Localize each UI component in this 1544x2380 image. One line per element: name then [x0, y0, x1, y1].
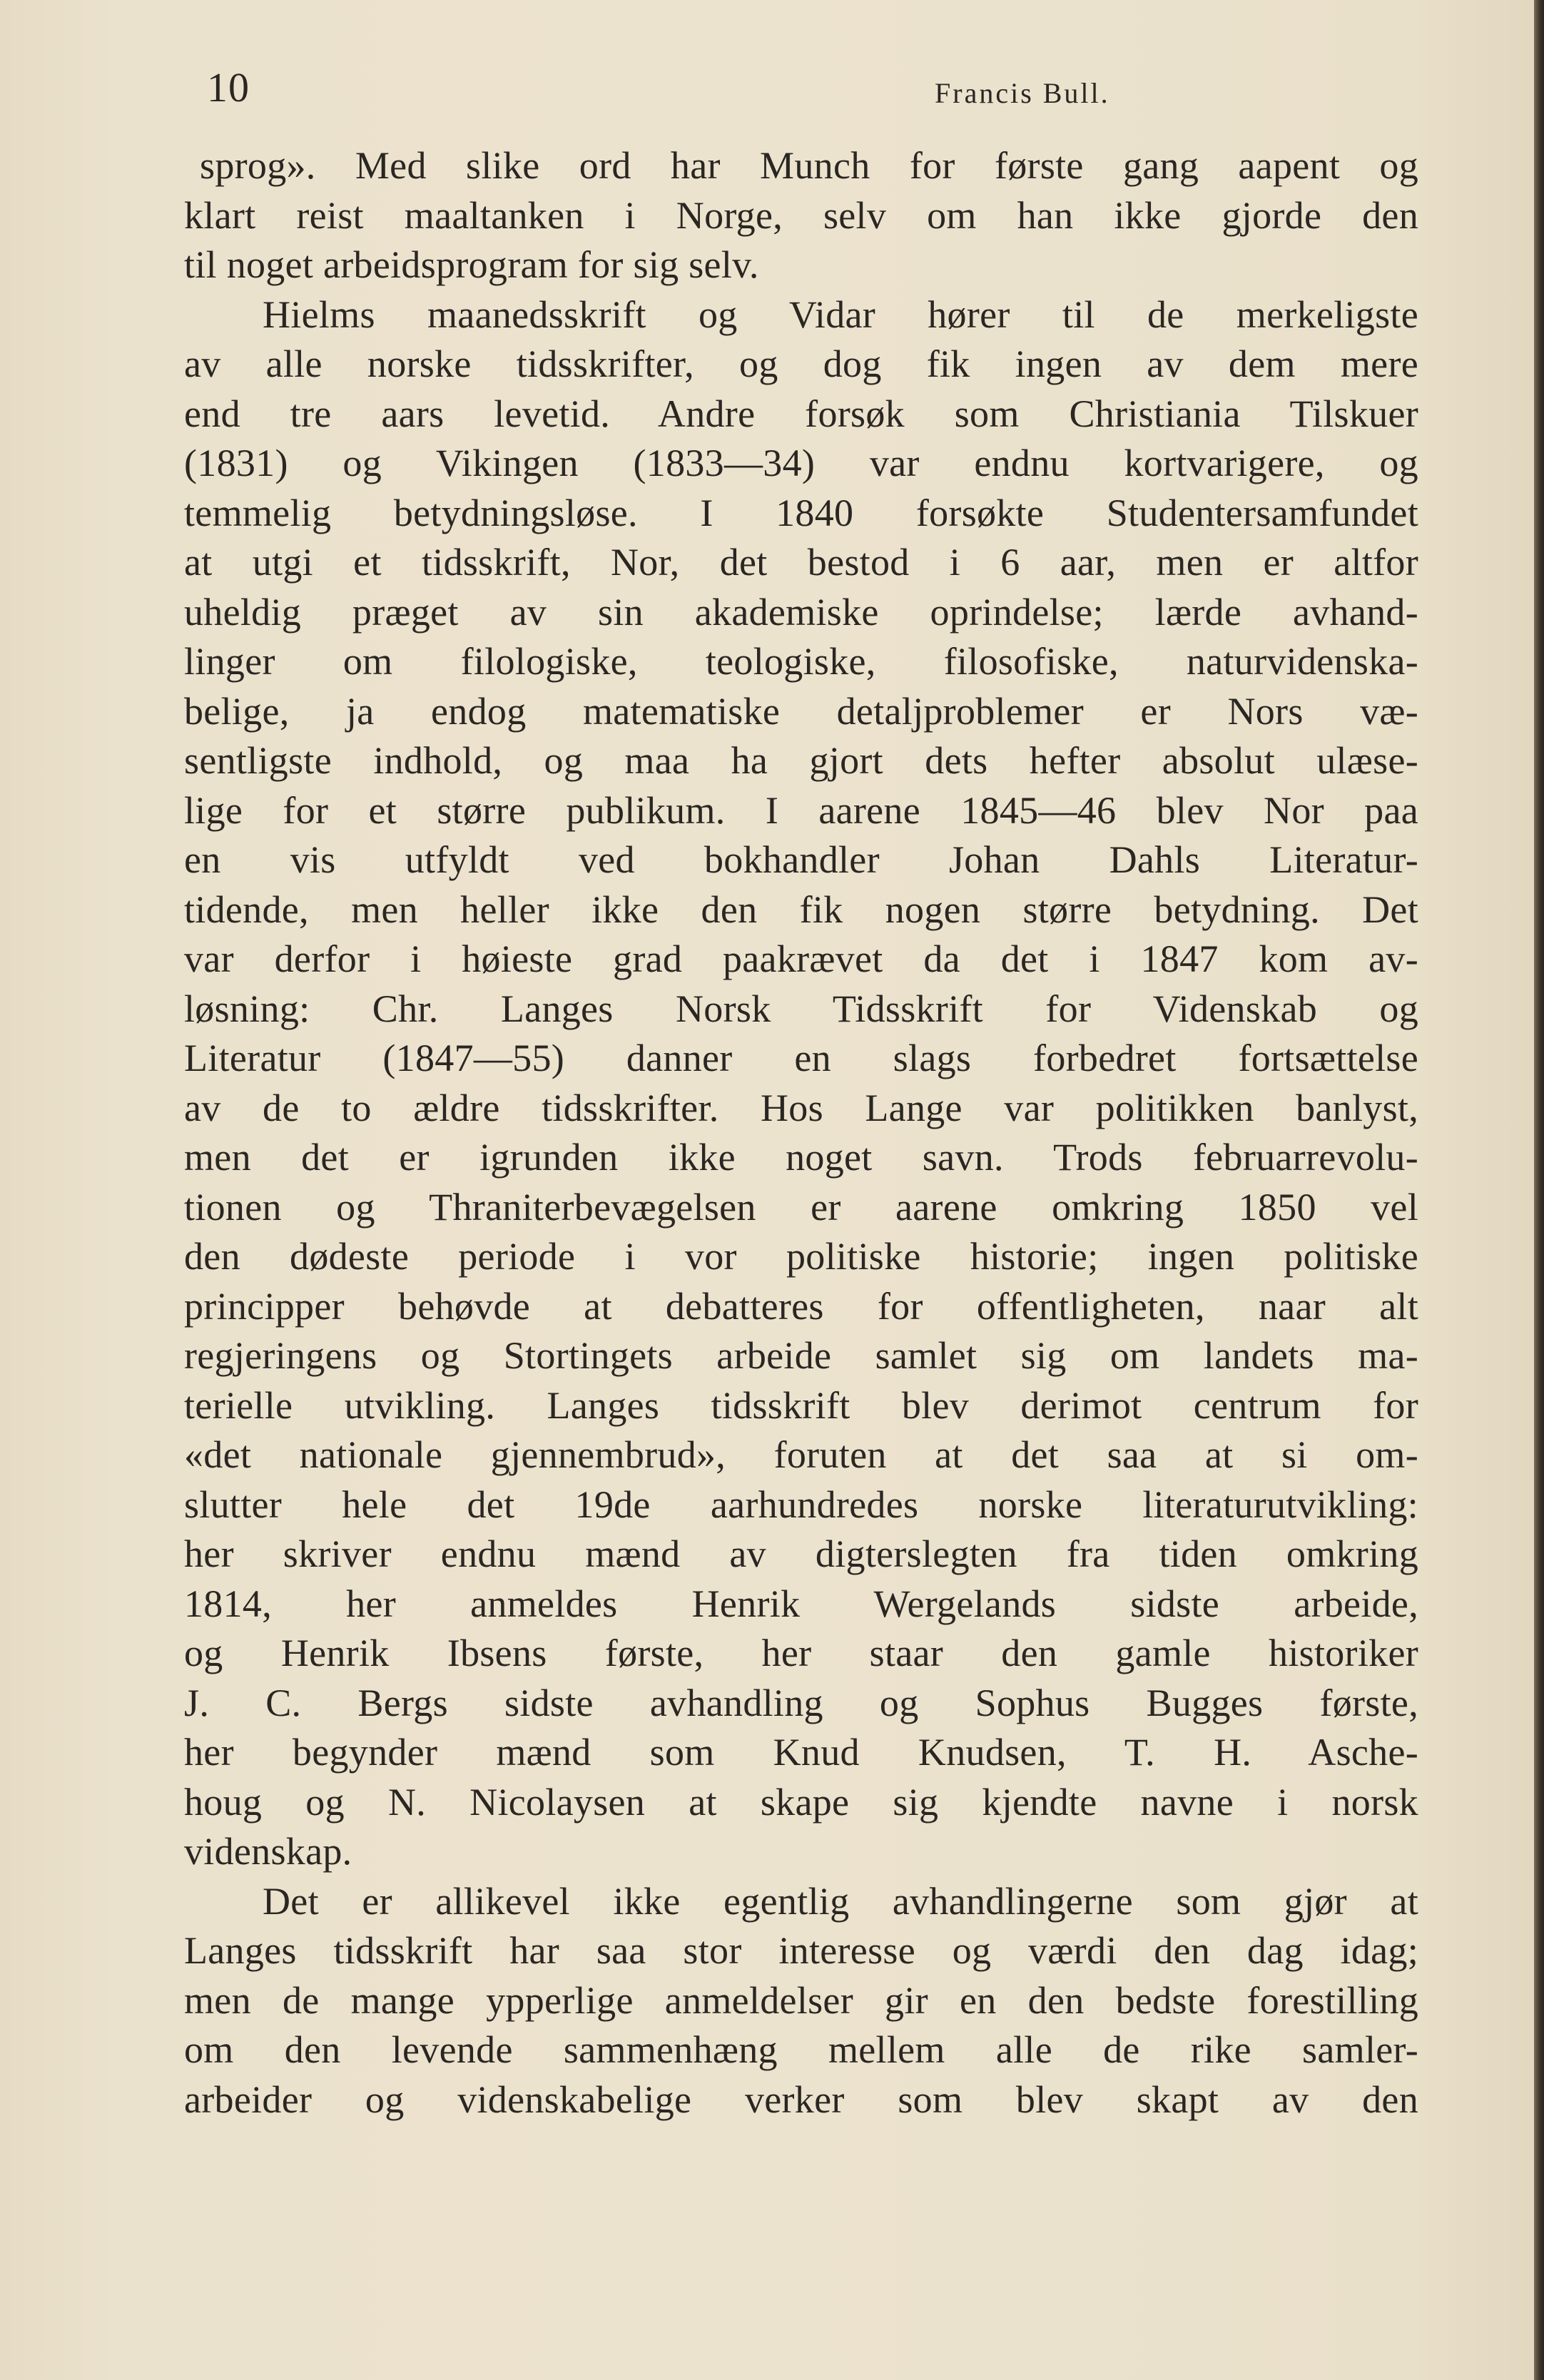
text-line: om den levende sammenhæng mellem alle de rike samler- [184, 2028, 1418, 2071]
text-line: J. C. Bergs sidste avhandling og Sophus Bugges første, [184, 1681, 1418, 1724]
text-line: men det er igrunden ikke noget savn. Trods februarrevolu- [184, 1136, 1418, 1179]
text-line: principper behøvde at debatteres for offentligheten, naar alt [184, 1284, 1418, 1328]
text-line: lige for et større publikum. I aarene 1845—46 blev Nor paa [184, 788, 1418, 832]
text-line: men de mange ypperlige anmeldelser gir en den bedste forestilling [184, 1978, 1418, 2022]
text-line: sentligste indhold, og maa ha gjort dets hefter absolut ulæse- [184, 739, 1418, 782]
text-line: houg og N. Nicolaysen at skape sig kjendte navne i norsk [184, 1780, 1418, 1824]
text-line: en vis utfyldt ved bokhandler Johan Dahls Literatur- [184, 838, 1418, 881]
text-line: av de to ældre tidsskrifter. Hos Lange var politikken banlyst, [184, 1086, 1418, 1129]
text-line: at utgi et tidsskrift, Nor, det bestod i 6 aar, men er altfor [184, 541, 1418, 584]
page-header [207, 56, 1413, 120]
text-line: «det nationale gjennembrud», foruten at det saa at si om- [184, 1433, 1418, 1476]
page-number: 10 [207, 64, 250, 111]
text-line: temmelig betydningsløse. I 1840 forsøkte Studentersamfundet [184, 491, 1418, 534]
text-line: terielle utvikling. Langes tidsskrift blev derimot centrum for [184, 1383, 1418, 1427]
text-line: klart reist maaltanken i Norge, selv om han ikke gjorde den [184, 193, 1418, 237]
text-line: regjeringens og Stortingets arbeide samlet sig om landets ma- [184, 1334, 1418, 1377]
text-line: her begynder mænd som Knud Knudsen, T. H. Asche- [184, 1731, 1418, 1774]
text-line: var derfor i høieste grad paakrævet da det i 1847 kom av- [184, 937, 1418, 980]
text-line: Langes tidsskrift har saa stor interesse og værdi den dag idag; [184, 1929, 1418, 1972]
text-line: 1814, her anmeldes Henrik Wergelands sidste arbeide, [184, 1582, 1418, 1625]
text-line: videnskap. [184, 1830, 352, 1873]
text-line: til noget arbeidsprogram for sig selv. [184, 243, 759, 286]
page-edge-shadow [1534, 0, 1544, 2380]
body-text [184, 141, 1418, 2125]
text-line: og Henrik Ibsens første, her staar den gamle historiker [184, 1632, 1418, 1674]
text-line: løsning: Chr. Langes Norsk Tidsskrift for Videnskab og [184, 987, 1418, 1030]
text-line: linger om filologiske, teologiske, filosofiske, naturvidenska- [184, 640, 1418, 683]
text-line: (1831) og Vikingen (1833—34) var endnu kortvarigere, og [184, 442, 1418, 484]
text-line: sprog». Med slike ord har Munch for første gang aapent og [200, 144, 1418, 187]
text-line: her skriver endnu mænd av digterslegten fra tiden omkring [184, 1532, 1418, 1575]
text-line: end tre aars levetid. Andre forsøk som Christiania Tilskuer [184, 392, 1418, 435]
text-line: den dødeste periode i vor politiske historie; ingen politiske [184, 1235, 1418, 1278]
text-line: tionen og Thraniterbevægelsen er aarene omkring 1850 vel [184, 1185, 1418, 1229]
running-head: Francis Bull. [935, 77, 1110, 109]
text-line: tidende, men heller ikke den fik nogen større betydning. Det [184, 888, 1418, 931]
text-line: Det er allikevel ikke egentlig avhandlingerne som gjør at [263, 1879, 1418, 1923]
text-line: slutter hele det 19de aarhundredes norske literaturutvikling: [184, 1483, 1418, 1526]
text-line: arbeider og videnskabelige verker som blev skapt av den [184, 2078, 1418, 2121]
text-line: uheldig præget av sin akademiske oprindelse; lærde avhand- [184, 590, 1418, 634]
text-line: av alle norske tidsskrifter, og dog fik ingen av dem mere [184, 342, 1418, 385]
text-line: belige, ja endog matematiske detaljproblemer er Nors væ- [184, 689, 1418, 733]
text-line: Literatur (1847—55) danner en slags forbedret fortsættelse [184, 1037, 1418, 1079]
text-line: Hielms maanedsskrift og Vidar hører til de merkeligste [263, 293, 1418, 336]
